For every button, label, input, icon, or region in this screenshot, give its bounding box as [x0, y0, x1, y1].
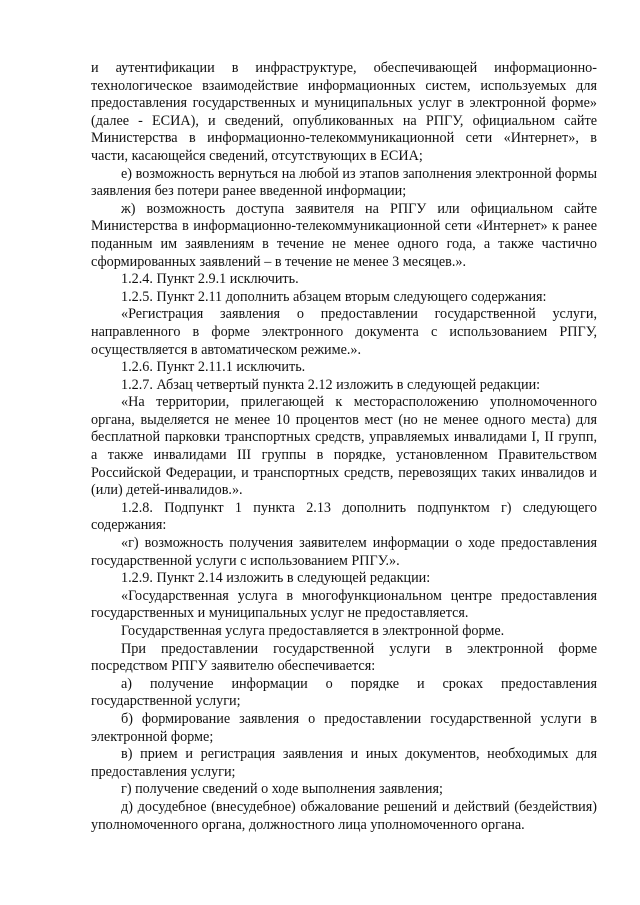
paragraph-esia-continuation: и аутентификации в инфраструктуре, обеспечивающей информационно-технологическое взаимодействие информационных систем, используемых для предоставления государственных и муниципальных услуг в электронной форме» (далее - ЕСИА), и сведений, опубликованных на РПГУ, официальном сайте Министерства в информационно-телекоммуникационной сети «Интернет», в части, касающейся сведений, отсутствующих в ЕСИА; — [91, 60, 597, 164]
list-item-d: д) досудебное (внесудебное) обжалование решений и действий (бездействия) уполномоченного органа, должностного лица уполномоченного органа. — [91, 798, 597, 833]
paragraph-item-zh: ж) возможность доступа заявителя на РПГУ или официальном сайте Министерства в информационно-телекоммуникационной сети «Интернет» к ранее поданным им заявлениям в течение не менее одного года, а также частично сформированных заявлений – в течение не менее 3 месяцев.». — [91, 200, 597, 270]
paragraph-1-2-4: 1.2.4. Пункт 2.9.1 исключить. — [121, 271, 299, 288]
paragraph-1-2-5: 1.2.5. Пункт 2.11 дополнить абзацем вторым следующего содержания: — [121, 288, 547, 305]
list-item-b: б) формирование заявления о предоставлении государственной услуги в электронной форме; — [91, 710, 597, 745]
paragraph-1-2-9: 1.2.9. Пункт 2.14 изложить в следующей редакции: — [121, 570, 431, 587]
paragraph-parking-quote: «На территории, прилегающей к месторасположению уполномоченного органа, выделяется не менее 10 процентов мест (но не менее одного места) для бесплатной парковки транспортных средств, управляемых инвалидами I, II групп, а также инвалидами III группы в порядке, установленном Правительством Российской Федерации, и транспортных средств, перевозящих таких инвалидов и (или) детей-инвалидов.». — [91, 394, 597, 499]
paragraph-1-2-7: 1.2.7. Абзац четвертый пункта 2.12 изложить в следующей редакции: — [121, 376, 541, 393]
paragraph-electronic-form: Государственная услуга предоставляется в электронной форме. — [121, 623, 505, 639]
document-page — [91, 60, 597, 834]
paragraph-item-g-quote: «г) возможность получения заявителем информации о ходе предоставления государственной услуги с использованием РПГУ.». — [91, 535, 597, 569]
paragraph-1-2-8: 1.2.8. Подпункт 1 пункта 2.13 дополнить подпунктом г) следующего содержания: — [91, 499, 597, 534]
list-item-v: в) прием и регистрация заявления и иных документов, необходимых для предоставления услуги; — [91, 746, 597, 780]
paragraph-item-e: е) возможность вернуться на любой из этапов заполнения электронной формы заявления без потери ранее введенной информации; — [91, 165, 597, 200]
paragraph-registration-quote: «Регистрация заявления о предоставлении государственной услуги, направленного в форме электронного документа с использованием РПГУ, осуществляется в автоматическом режиме.». — [91, 306, 597, 358]
list-item-g: г) получение сведений о ходе выполнения заявления; — [121, 781, 443, 798]
paragraph-mfc-quote: «Государственная услуга в многофункциональном центре предоставления государственных и муниципальных услуг не предоставляется. — [91, 587, 597, 622]
paragraph-rpgu-provides: При предоставлении государственной услуги в электронной форме посредством РПГУ заявителю обеспечивается: — [91, 640, 597, 675]
paragraph-1-2-6: 1.2.6. Пункт 2.11.1 исключить. — [121, 359, 306, 376]
list-item-a: а) получение информации о порядке и сроках предоставления государственной услуги; — [91, 675, 597, 710]
